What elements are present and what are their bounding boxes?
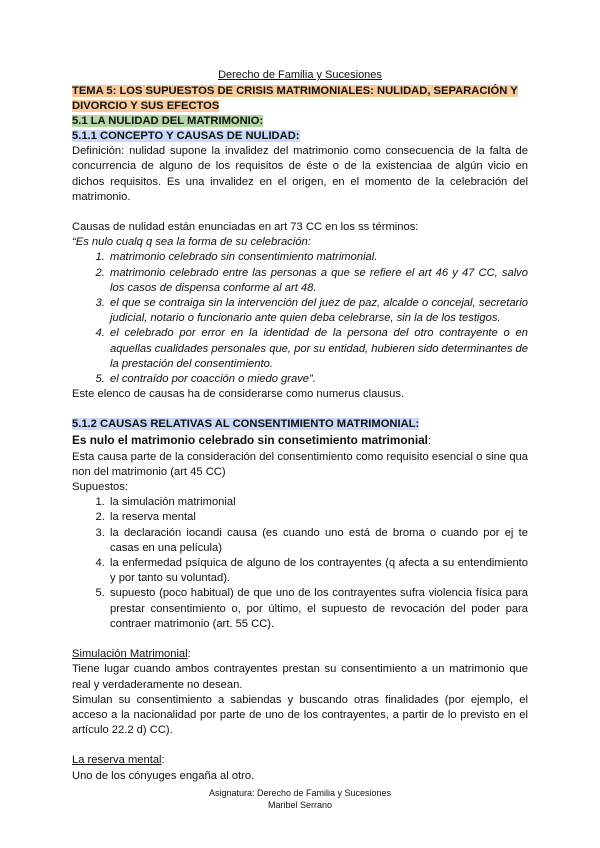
list-item: 5. el contraído por coacción o miedo grave”.	[108, 372, 528, 387]
simulacion-paragraph-2: Simulan su consentimiento a sabiendas y buscando otras finalidades (por ejemplo, el acceso a la nacionalidad por parte de uno de los contrayentes, a partir de lo previsto en el artículo 22.2 d) CC).	[72, 693, 528, 737]
supuestos-list	[72, 495, 528, 632]
reserva-heading: La reserva mental:	[72, 754, 165, 767]
list-item: 4. el celebrado por error en la identidad de la persona del otro contrayente o en aquellas cualidades personales que, por su entidad, hubieren sido determinantes de la prestación del consentimiento.	[108, 326, 528, 372]
simulacion-paragraph-1: Tiene lugar cuando ambos contrayentes prestan su consentimiento a un matrimonio que real y verdaderamente no desean.	[72, 663, 528, 691]
list-item: 4. la enfermedad psíquica de alguno de los contrayentes (q afecta a su entendimiento y por tanto su voluntad).	[108, 556, 528, 586]
causes-list	[72, 250, 528, 387]
list-item: 2. matrimonio celebrado entre las personas a que se refiere el art 46 y 47 CC, salvo los casos de dispensa conforme al art 48.	[108, 266, 528, 296]
page-header: Derecho de Familia y Sucesiones	[218, 69, 382, 81]
document-page	[72, 68, 528, 784]
footer-author: Maribel Serrano	[267, 800, 333, 810]
definition-paragraph: Definición: nulidad supone la invalidez del matrimonio como consecuencia de la falta de concurrencia de alguno de los requisitos de éste o de la existenciaa de algún vicio en dichos requisitos. Es una invalidez en el origen, en el momento de la celebración del matrimonio.	[72, 145, 528, 203]
causes-intro: Causas de nulidad están enunciadas en art 73 CC en los ss términos:	[72, 221, 419, 234]
consent-paragraph: Esta causa parte de la consideración del consentimiento como requisito esencial o sine qua non del matrimonio (art 45 CC)	[72, 450, 528, 478]
list-item: 3. el que se contraiga sin la intervención del juez de paz, alcalde o concejal, secretario judicial, notario o funcionario ante quien deba celebrarse, sin la de los testigos.	[108, 296, 528, 326]
topic-title-line2: DIVORCIO Y SUS EFECTOS	[72, 100, 220, 113]
list-item: 1. la simulación matrimonial	[108, 495, 528, 510]
simulacion-heading: Simulación Matrimonial:	[72, 648, 191, 661]
numerus-clausus-note: Este elenco de causas ha de considerarse como numerus clausus.	[72, 388, 405, 401]
list-item: 5. supuesto (poco habitual) de que uno de los contrayentes sufra violencia física para prestar consentimiento o, por último, el supuesto de revocación del poder para contraer matrimonio (art. 55 CC).	[108, 586, 528, 632]
causes-quote: “Es nulo cualq q sea la forma de su celebración:	[72, 236, 311, 249]
topic-title-line1: TEMA 5: LOS SUPUESTOS DE CRISIS MATRIMONIALES: NULIDAD, SEPARACIÓN Y	[72, 85, 518, 98]
list-item: 2. la reserva mental	[108, 510, 528, 525]
list-item: 3. la declaración iocandi causa (es cuando uno está de broma o cuando por ej te casas en una película)	[108, 526, 528, 556]
nulo-heading: Es nulo el matrimonio celebrado sin consetimiento matrimonial:	[72, 433, 432, 448]
topic-title	[72, 84, 528, 114]
section-heading-5-1: 5.1 LA NULIDAD DEL MATRIMONIO:	[72, 115, 264, 128]
page-footer	[0, 787, 600, 811]
section-heading-5-1-1: 5.1.1 CONCEPTO Y CAUSAS DE NULIDAD:	[72, 130, 300, 143]
footer-subject: Asignatura: Derecho de Familia y Sucesiones	[208, 788, 392, 798]
supuestos-label: Supuestos:	[72, 481, 128, 494]
list-item: 1. matrimonio celebrado sin consentimiento matrimonial.	[108, 250, 528, 265]
section-heading-5-1-2: 5.1.2 CAUSAS RELATIVAS AL CONSENTIMIENTO MATRIMONIAL:	[72, 418, 420, 431]
reserva-paragraph: Uno de los cónyuges engaña al otro.	[72, 769, 255, 782]
